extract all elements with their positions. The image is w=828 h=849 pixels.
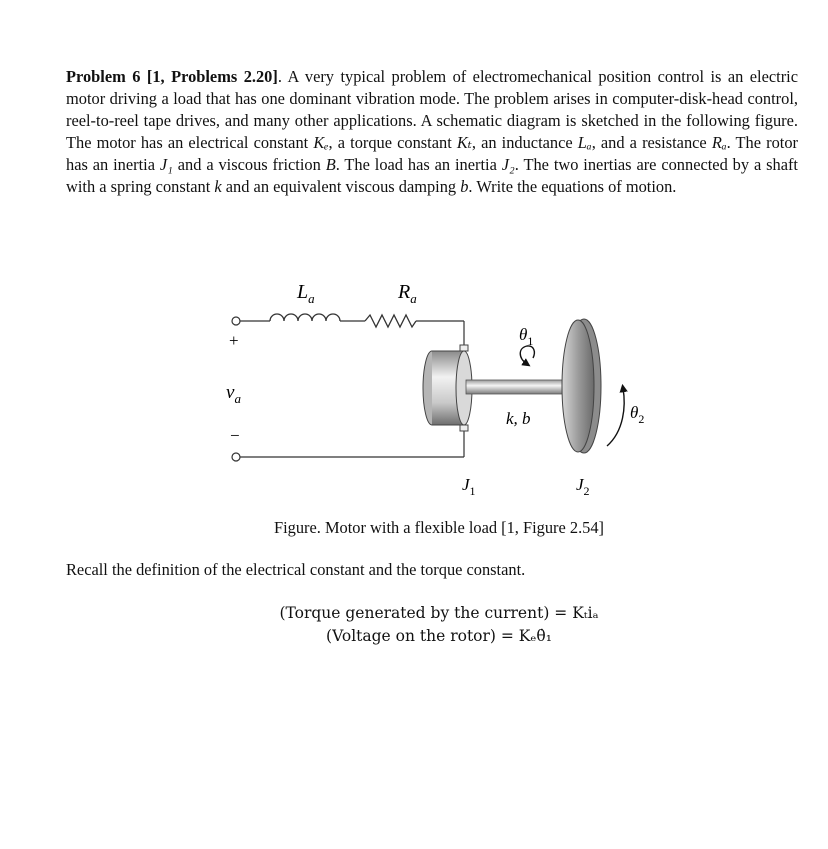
problem-text: . The rotor has an inertia [66,133,798,174]
motor-brush-bottom [460,425,468,431]
symbol-k: k [214,177,222,196]
inductor-coil [270,314,340,321]
symbol-la: Lₐ [577,133,592,152]
j1-label: $J_1$ [462,475,476,498]
resistor-zigzag [365,315,416,327]
voltage-label: $v_a$ [226,382,241,406]
problem-text: . The two inertias are connected by a shaft with a spring constant [66,155,798,196]
theta2-label: $\theta_2$ [630,403,645,426]
problem-text: and an equivalent viscous damping [221,177,461,196]
symbol-b-damping: b [460,177,469,196]
negative-terminal [232,453,240,461]
problem-text: , a torque constant [328,133,457,152]
problem-text: . Write the equations of motion. [468,177,677,196]
symbol-b-friction: B [325,155,336,174]
resistor-label: $R_a$ [398,281,417,306]
symbol-ra: Rₐ [711,133,727,152]
symbol-j2: J₂ [501,155,515,174]
problem-text: . The load has an inertia [335,155,502,174]
problem-text: , an inductance [471,133,578,152]
problem-heading: Problem 6 [1, Problems 2.20] [66,67,278,86]
torque-equation: (Torque generated by the current) = Kₜiₐ [279,604,599,622]
symbol-kt: Kₜ [456,133,472,152]
theta2-rotation-arrow [607,388,624,446]
symbol-ke: Kₑ [313,133,329,152]
shaft-label: k, b [506,409,531,428]
problem-text: , and a resistance [591,133,712,152]
load-disk [562,320,594,452]
problem-text: . A very typical problem of electromechanical position control is an electric motor driving a load that has one dominant vibration mode. The problem arises in computer-disk-head control, reel-to-reel tape drives, and many other applications. A schematic diagram is sketched in the following figure. The motor has an electrical constant [66,67,798,152]
positive-terminal [232,317,240,325]
recall-text: Recall the definition of the electrical constant and the torque constant. [66,560,526,579]
theta1-rotation-arrow [520,346,534,364]
flexible-shaft [466,380,574,394]
j2-label: $J_2$ [576,475,590,498]
theta1-label: $\theta_1$ [519,325,534,348]
motor-diagram [200,266,660,516]
figure-caption: Figure. Motor with a flexible load [1, Figure 2.54] [273,518,605,537]
problem-statement [66,66,798,198]
problem-text: and a viscous friction [172,155,326,174]
plus-label: + [229,331,239,350]
inductor-label: $L_a$ [297,281,315,306]
voltage-equation: (Voltage on the rotor) = Kₑθ̇₁ [326,627,552,645]
motor-brush-top [460,345,468,351]
minus-label: − [230,426,240,445]
symbol-j1: J₁ [159,155,173,174]
